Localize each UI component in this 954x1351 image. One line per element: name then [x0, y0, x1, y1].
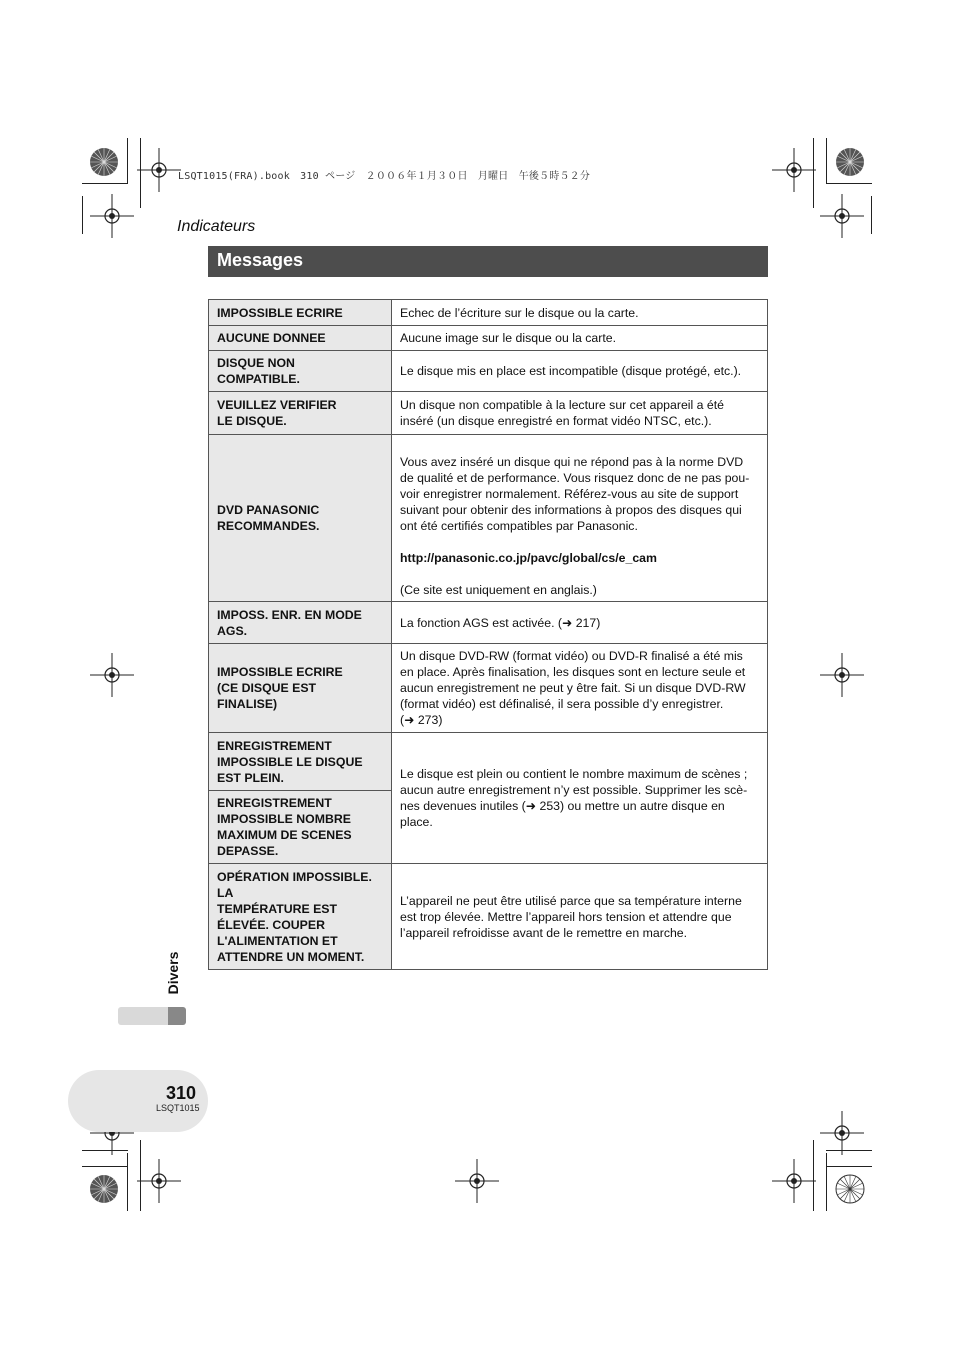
page-code: LSQT1015 — [156, 1103, 200, 1113]
starburst-mark-icon — [835, 1174, 865, 1204]
message-code: IMPOSSIBLE ECRIRE — [209, 300, 392, 326]
table-row — [209, 733, 768, 791]
table-row — [209, 351, 768, 392]
message-description — [392, 435, 768, 602]
page-number: 310 — [166, 1083, 197, 1103]
message-code: IMPOSSIBLE ECRIRE (CE DISQUE EST FINALISE) — [209, 644, 392, 733]
message-code: ENREGISTREMENT IMPOSSIBLE NOMBRE MAXIMUM DE SCENES DEPASSE. — [209, 791, 392, 864]
registration-crosshair-icon — [820, 653, 864, 697]
message-code: DVD PANASONIC RECOMMANDES. — [209, 435, 392, 602]
messages-table — [208, 299, 768, 970]
message-code: ENREGISTREMENT IMPOSSIBLE LE DISQUE EST PLEIN. — [209, 733, 392, 791]
page-title: Messages — [217, 250, 304, 270]
registration-crosshair-icon — [772, 148, 816, 192]
table-row — [209, 435, 768, 602]
message-description: Un disque DVD-RW (format vidéo) ou DVD-R finalisé a été mis en place. Après finalisation, les disques sont en lecture seule et aucun enregistrement ne peut y être fait. Si un disque DVD-RW (format vidéo) est définalisé, il sera possible d’y enregistrer. (➜ 273) — [392, 644, 768, 733]
starburst-mark-icon — [835, 147, 865, 177]
message-code: IMPOSS. ENR. EN MODE AGS. — [209, 602, 392, 644]
table-row — [209, 644, 768, 733]
starburst-mark-icon — [89, 147, 119, 177]
title-bar — [208, 246, 768, 277]
side-tab-label — [163, 948, 183, 998]
table-row — [209, 864, 768, 970]
side-tab-marker — [118, 1007, 170, 1025]
registration-crosshair-icon — [90, 194, 134, 238]
message-text: Vous avez inséré un disque qui ne répond pas à la norme DVD de qualité et de performance. Vous risquez donc de ne pas pou- voir enregistrer normalement. Référez-vous au site de support suivant pour obtenir des informations à propos des disques qui ont été certifiés compatibles par Panasonic. — [400, 455, 750, 533]
table-row — [209, 392, 768, 435]
support-url: http://panasonic.co.jp/pavc/global/cs/e_cam — [400, 551, 657, 565]
registration-crosshair-icon — [137, 148, 181, 192]
table-row — [209, 326, 768, 351]
side-tab-text: Divers — [165, 951, 181, 995]
starburst-mark-icon — [89, 1174, 119, 1204]
message-code: AUCUNE DONNEE — [209, 326, 392, 351]
table-row — [209, 602, 768, 644]
message-description: Aucune image sur le disque ou la carte. — [392, 326, 768, 351]
registration-crosshair-icon — [820, 1111, 864, 1155]
message-description: Echec de l’écriture sur le disque ou la carte. — [392, 300, 768, 326]
side-tab-marker-active — [168, 1007, 186, 1025]
message-description: La fonction AGS est activée. (➜ 217) — [392, 602, 768, 644]
message-description: Un disque non compatible à la lecture sur cet appareil a été inséré (un disque enregistré en format vidéo NTSC, etc.). — [392, 392, 768, 435]
message-description: L’appareil ne peut être utilisé parce que sa température interne est trop élevée. Mettre l’appareil hors tension et attendre que l’appareil refroidisse avant de le remettre en marche. — [392, 864, 768, 970]
message-description: Le disque est plein ou contient le nombre maximum de scènes ; aucun autre enregistrement n’y est possible. Supprimer les scè- nes devenues inutiles (➜ 253) ou mettre un autre disque en place. — [392, 733, 768, 864]
registration-crosshair-icon — [90, 653, 134, 697]
message-code: VEUILLEZ VERIFIER LE DISQUE. — [209, 392, 392, 435]
registration-crosshair-icon — [820, 194, 864, 238]
registration-crosshair-icon — [455, 1159, 499, 1203]
message-code: OPÉRATION IMPOSSIBLE. LA TEMPÉRATURE EST ÉLEVÉE. COUPER L'ALIMENTATION ET ATTENDRE UN MOMENT. — [209, 864, 392, 970]
print-slug: LSQT1015(FRA).book 310 ページ ２００６年１月３０日 月曜日 午後５時５２分 — [178, 171, 591, 182]
registration-crosshair-icon — [772, 1159, 816, 1203]
table-row — [209, 300, 768, 326]
registration-crosshair-icon — [137, 1159, 181, 1203]
section-header: Indicateurs — [177, 218, 256, 235]
url-note: (Ce site est uniquement en anglais.) — [400, 583, 597, 597]
message-code: DISQUE NON COMPATIBLE. — [209, 351, 392, 392]
message-description: Le disque mis en place est incompatible (disque protégé, etc.). — [392, 351, 768, 392]
